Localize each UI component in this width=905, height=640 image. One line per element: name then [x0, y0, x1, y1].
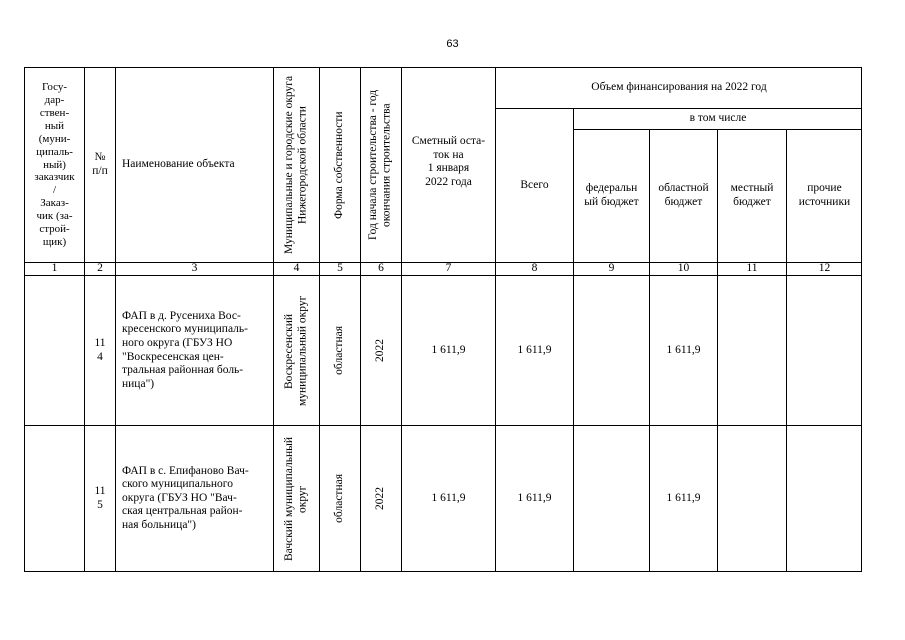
header-other: прочие источники	[798, 182, 851, 208]
colnum-8: 8	[531, 263, 538, 275]
row-object-name: ФАП в д. Русениха Вос- кресенского муниципаль- ного округа (ГБУЗ НО "Воскресенская цен- тральная районная боль- ница")	[122, 309, 248, 390]
colnum-9: 9	[608, 263, 615, 275]
row-total: 1 611,9	[517, 343, 552, 356]
row-customer	[25, 426, 84, 571]
row-years: 2022	[374, 339, 387, 362]
header-regional: областной бюджет	[658, 182, 709, 208]
header-local: местный бюджет	[730, 182, 774, 208]
colnum-4: 4	[293, 263, 300, 275]
row-ownership: областная	[333, 474, 346, 523]
header-remaining: Сметный оста- ток на 1 января 2022 года	[411, 135, 486, 188]
row-local	[718, 426, 786, 571]
header-customer: Госу- дар- ствен- ный (муни- ципаль- ный) заказчик / Заказ- чик (за- строй- щик)	[34, 80, 75, 249]
row-remaining: 1 611,9	[431, 343, 466, 356]
row-other	[787, 426, 862, 571]
row-federal	[574, 276, 649, 425]
row-ownership: областная	[333, 326, 346, 375]
colnum-6: 6	[378, 263, 384, 275]
row-local	[718, 276, 786, 425]
header-including: в том числе	[689, 112, 747, 125]
row-municipal: Воскресенский муниципальный округ	[282, 295, 309, 406]
colnum-1: 1	[51, 263, 58, 275]
row-years: 2022	[374, 487, 387, 510]
colnum-5: 5	[337, 263, 343, 275]
colnum-12: 12	[818, 263, 831, 275]
row-object-name: ФАП в с. Епифаново Вач- ского муниципального округа (ГБУЗ НО "Вач- ская центральная район- ная больница")	[122, 464, 249, 531]
colnum-11: 11	[746, 263, 758, 275]
row-federal	[574, 426, 649, 571]
header-federal: федеральн ый бюджет	[584, 182, 639, 208]
row-num: 11 5	[94, 484, 106, 511]
colnum-2: 2	[97, 263, 103, 275]
row-municipal: Вачский муниципальный округ	[282, 436, 309, 561]
header-num: № п/п	[92, 151, 108, 177]
row-total: 1 611,9	[517, 491, 552, 504]
colnum-3: 3	[191, 263, 198, 275]
page-number: 63	[446, 38, 459, 50]
row-regional: 1 611,9	[666, 343, 701, 356]
header-total: Всего	[520, 178, 549, 191]
header-object-name: Наименование объекта	[122, 158, 235, 171]
row-num: 11 4	[94, 336, 106, 363]
row-other	[787, 276, 862, 425]
header-years: Год начала строительства - год окончания строительства	[367, 89, 393, 241]
header-ownership: Форма собственности	[333, 111, 346, 219]
colnum-7: 7	[445, 263, 452, 275]
row-regional: 1 611,9	[666, 491, 701, 504]
row-customer	[25, 276, 84, 425]
colnum-10: 10	[677, 263, 690, 275]
header-funding-title: Объем финансирования на 2022 год	[591, 81, 767, 94]
row-remaining: 1 611,9	[431, 491, 466, 504]
header-municipal: Муниципальные и городские округа Нижегородской области	[282, 75, 309, 255]
